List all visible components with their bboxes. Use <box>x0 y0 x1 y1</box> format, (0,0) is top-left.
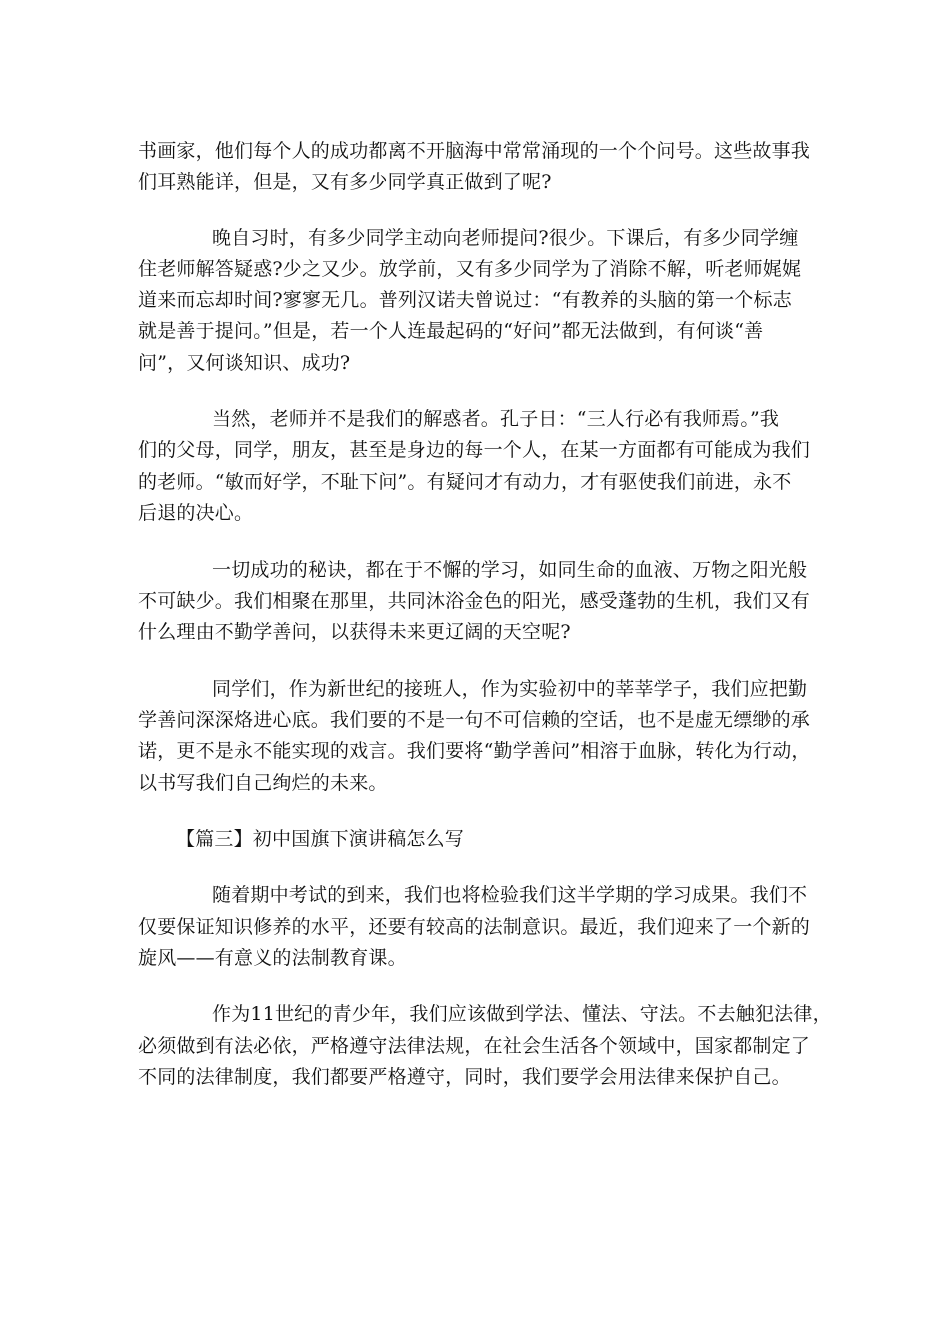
paragraph-line: 的老师。“敏而好学，不耻下问”。有疑问才有动力，才有驱使我们前进，永不 <box>138 471 792 493</box>
paragraph-line: 什么理由不勤学善问，以获得未来更辽阔的天空呢? <box>138 621 571 643</box>
paragraph-line: 后退的决心。 <box>138 502 254 524</box>
paragraph-line: 仅要保证知识修养的水平，还要有较高的法制意识。最近，我们迎来了一个新的 <box>138 916 811 938</box>
paragraph-line: 们的父母，同学，朋友，甚至是身边的每一个人，在某一方面都有可能成为我们 <box>138 439 811 461</box>
paragraph-line: 住老师解答疑惑?少之又少。放学前，又有多少同学为了消除不解，听老师娓娓 <box>138 258 802 280</box>
paragraph-line: 们耳熟能详，但是，又有多少同学真正做到了呢? <box>138 171 552 193</box>
paragraph-line: 书画家，他们每个人的成功都离不开脑海中常常涌现的一个个问号。这些故事我 <box>138 140 811 162</box>
paragraph-line: 就是善于提问。”但是，若一个人连最起码的“好问”都无法做到，有何谈“善 <box>138 320 764 342</box>
paragraph-line: 旋风——有意义的法制教育课。 <box>138 947 407 969</box>
paragraph-line: 诺，更不是永不能实现的戏言。我们要将“勤学善问”相溶于血脉，转化为行动， <box>138 740 811 762</box>
paragraph-line: 同学们，作为新世纪的接班人，作为实验初中的莘莘学子，我们应把勤 <box>212 678 808 700</box>
paragraph-line: 必须做到有法必依，严格遵守法律法规，在社会生活各个领域中，国家都制定了 <box>138 1035 811 1057</box>
paragraph-line: 随着期中考试的到来，我们也将检验我们这半学期的学习成果。我们不 <box>212 884 808 906</box>
paragraph-line: 学善问深深烙进心底。我们要的不是一句不可信赖的空话，也不是虚无缥缈的承 <box>138 709 811 731</box>
paragraph-line: 问”，又何谈知识、成功? <box>138 352 351 374</box>
section-heading-text: 【篇三】初中国旗下演讲稿怎么写 <box>176 828 465 850</box>
paragraph-line: 以书写我们自己绚烂的未来。 <box>138 772 388 794</box>
paragraph-line: 当然，老师并不是我们的解惑者。孔子日：“三人行必有我师焉。”我 <box>212 408 780 430</box>
paragraph-line: 不可缺少。我们相聚在那里，共同沐浴金色的阳光，感受蓬勃的生机，我们又有 <box>138 590 811 612</box>
paragraph-line: 道来而忘却时间?寥寥无几。普列汉诺夫曾说过：“有教养的头脑的第一个标志 <box>138 289 792 311</box>
paragraph-line: 作为11世纪的青少年，我们应该做到学法、懂法、守法。不去触犯法律， <box>212 1003 832 1025</box>
paragraph-line: 不同的法律制度，我们都要严格遵守，同时，我们要学会用法律来保护自己。 <box>138 1066 791 1088</box>
paragraph-line: 一切成功的秘诀，都在于不懈的学习，如同生命的血液、万物之阳光般 <box>212 559 808 581</box>
paragraph-line: 晚自习时，有多少同学主动向老师提问?很少。下课后，有多少同学缠 <box>212 227 799 249</box>
